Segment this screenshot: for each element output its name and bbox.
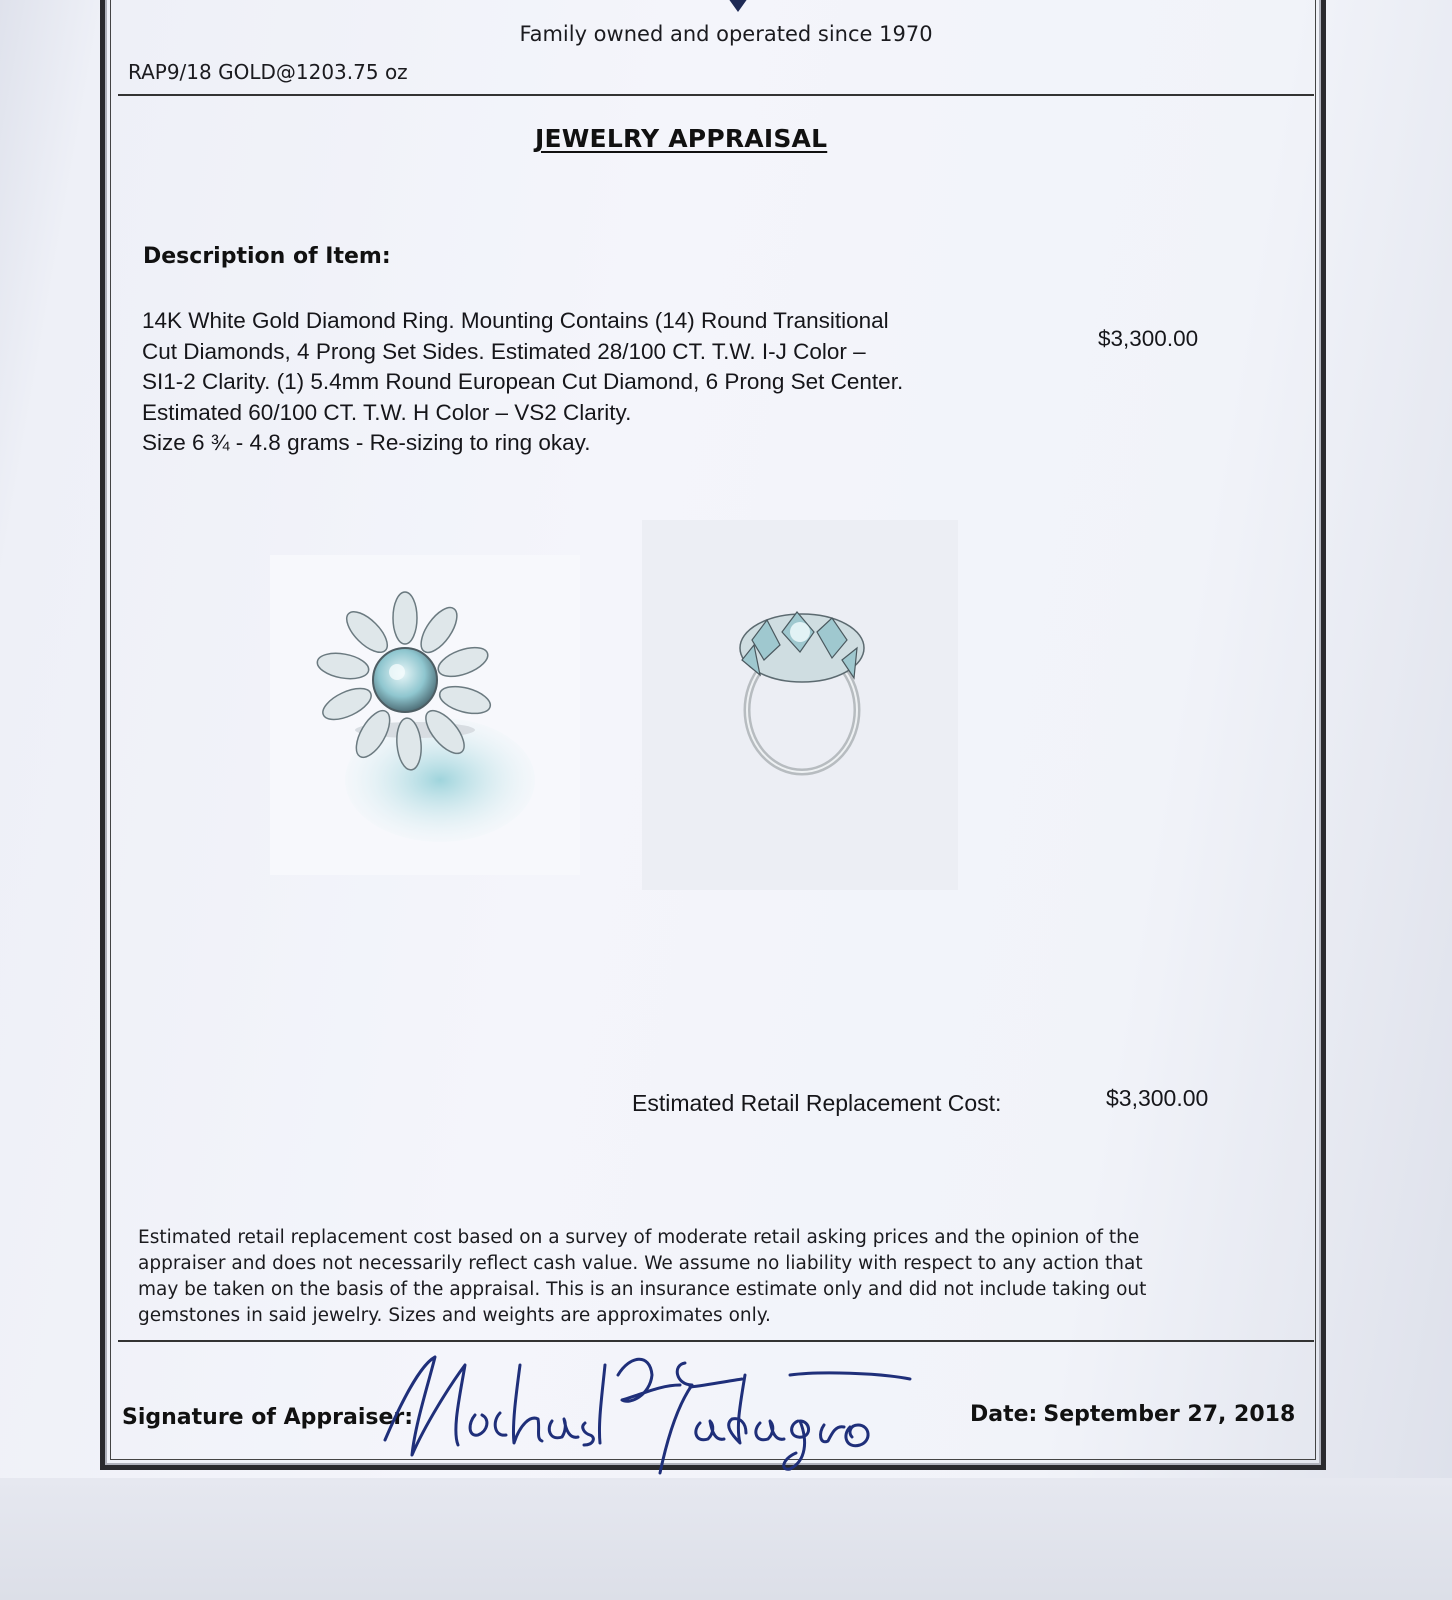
logo-fragment bbox=[728, 0, 748, 12]
table-surface bbox=[0, 1478, 1452, 1600]
estimated-cost-value: $3,300.00 bbox=[1106, 1085, 1209, 1111]
signature-image bbox=[380, 1345, 940, 1475]
item-description bbox=[142, 306, 1022, 459]
description-line: Size 6 ¾ - 4.8 grams - Re-sizing to ring okay. bbox=[142, 430, 591, 455]
description-line: Cut Diamonds, 4 Prong Set Sides. Estimated 28/100 CT. T.W. I-J Color – bbox=[142, 338, 866, 364]
appraiser-signature bbox=[380, 1345, 940, 1480]
header-divider bbox=[118, 94, 1314, 96]
disclaimer-line: may be taken on the basis of the appraisal. This is an insurance estimate only and did not include taking out bbox=[138, 1279, 1147, 1300]
estimated-cost-label: Estimated Retail Replacement Cost: bbox=[632, 1090, 1002, 1116]
description-label: Description of Item: bbox=[143, 244, 391, 269]
description-line: 14K White Gold Diamond Ring. Mounting Contains (14) Round Transitional bbox=[142, 308, 889, 333]
page-title: JEWELRY APPRAISAL bbox=[535, 124, 828, 153]
description-line: Estimated 60/100 CT. T.W. H Color – VS2 Clarity. bbox=[142, 399, 632, 425]
ring-photo-side-view bbox=[642, 520, 958, 890]
item-price: $3,300.00 bbox=[1098, 326, 1199, 351]
ring-side-view-image bbox=[642, 520, 958, 890]
rap-gold-reference: RAP9/18 GOLD@1203.75 oz bbox=[128, 60, 408, 84]
appraisal-date bbox=[970, 1402, 1295, 1427]
disclaimer-line: appraiser and does not necessarily reflect cash value. We assume no liability with respect to any action that bbox=[138, 1253, 1143, 1274]
disclaimer-line: Estimated retail replacement cost based on a survey of moderate retail asking prices and the opinion of the bbox=[138, 1227, 1140, 1248]
date-value: September 27, 2018 bbox=[1043, 1402, 1296, 1427]
disclaimer-line: gemstones in said jewelry. Sizes and weights are approximates only. bbox=[138, 1305, 771, 1326]
footer-divider bbox=[118, 1340, 1314, 1342]
ring-photo-top-view bbox=[270, 555, 580, 875]
date-label: Date: bbox=[970, 1402, 1038, 1427]
disclaimer-text bbox=[138, 1225, 1147, 1329]
company-tagline: Family owned and operated since 1970 bbox=[519, 22, 933, 46]
description-line: SI1-2 Clarity. (1) 5.4mm Round European Cut Diamond, 6 Prong Set Center. bbox=[142, 369, 904, 394]
ring-top-view-image bbox=[270, 555, 580, 875]
signature-label: Signature of Appraiser: bbox=[122, 1405, 414, 1430]
